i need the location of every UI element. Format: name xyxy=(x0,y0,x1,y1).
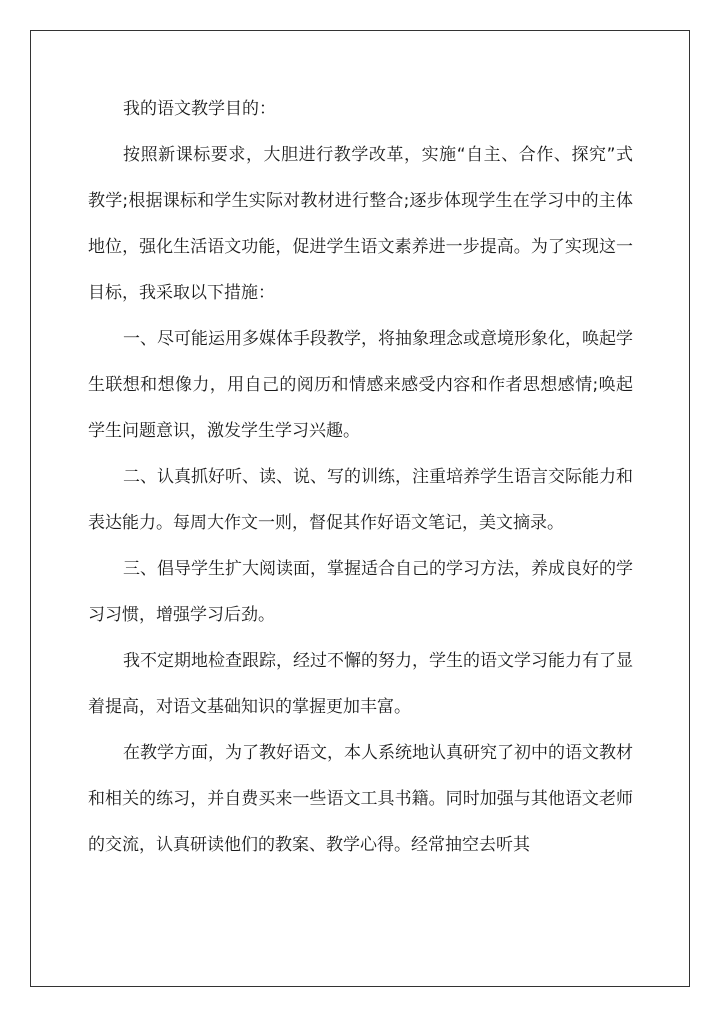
paragraph-measure-two: 二、认真抓好听、读、说、写的训练，注重培养学生语言交际能力和表达能力。每周大作文一则，督促其作好语文笔记，美文摘录。 xyxy=(88,467,633,533)
section-heading: 我的语文教学目的： xyxy=(123,99,276,119)
paragraph-results: 我不定期地检查跟踪，经过不懈的努力，学生的语文学习能力有了显着提高，对语文基础知识的掌握更加丰富。 xyxy=(88,651,633,717)
paragraph-measure-one: 一、尽可能运用多媒体手段教学，将抽象理念或意境形象化，唤起学生联想和想像力，用自己的阅历和情感来感受内容和作者思想感情;唤起学生问题意识，激发学生学习兴趣。 xyxy=(88,329,633,441)
paragraph-measure-three: 三、倡导学生扩大阅读面，掌握适合自己的学习方法，养成良好的学习习惯，增强学习后劲。 xyxy=(88,559,633,625)
paragraph-goals: 按照新课标要求，大胆进行教学改革，实施“自主、合作、探究”式教学;根据课标和学生实际对教材进行整合;逐步体现学生在学习中的主体地位，强化生活语文功能，促进学生语文素养进一步提高。为了实现这一目标，我采取以下措施： xyxy=(88,145,633,303)
document-body xyxy=(88,86,633,868)
paragraph-teaching: 在教学方面，为了教好语文，本人系统地认真研究了初中的语文教材和相关的练习，并自费买来一些语文工具书籍。同时加强与其他语文老师的交流，认真研读他们的教案、教学心得。经常抽空去听其 xyxy=(88,743,633,855)
